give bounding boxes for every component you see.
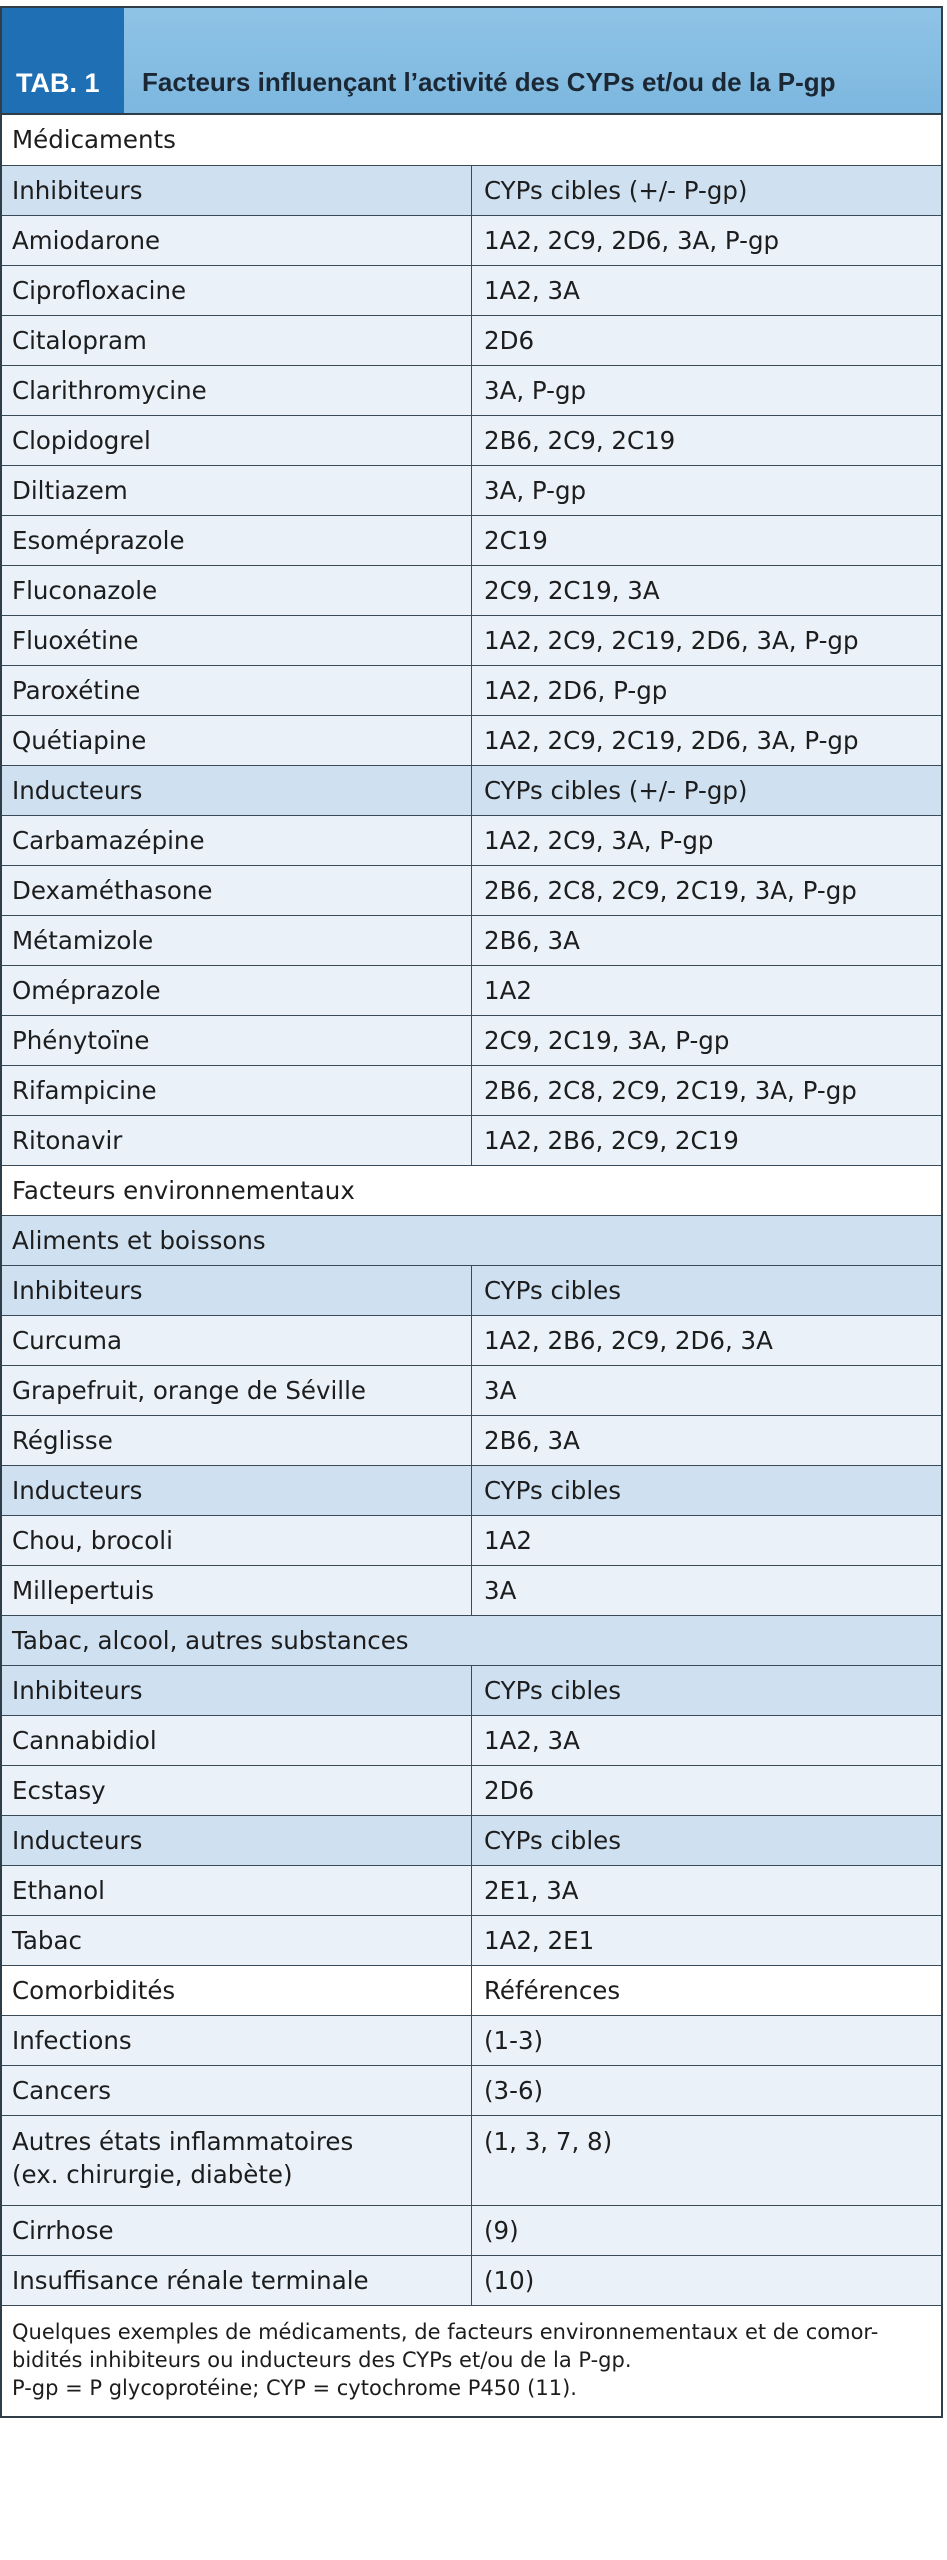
table-row bbox=[2, 2065, 941, 2115]
row-value: 2B6, 3A bbox=[471, 915, 941, 965]
row-label bbox=[2, 1865, 471, 1915]
row-value: (10) bbox=[471, 2255, 941, 2305]
row-label bbox=[2, 1915, 471, 1965]
row-label bbox=[2, 1265, 471, 1315]
table-row bbox=[2, 1765, 941, 1815]
row-value: CYPs cibles bbox=[471, 1815, 941, 1865]
row-value: (1-3) bbox=[471, 2015, 941, 2065]
row-label bbox=[2, 1115, 471, 1165]
row-value: 1A2, 2C9, 2C19, 2D6, 3A, P-gp bbox=[471, 715, 941, 765]
row-value: 1A2, 2C9, 2C19, 2D6, 3A, P-gp bbox=[471, 615, 941, 665]
row-label bbox=[2, 515, 471, 565]
table-title: Facteurs influençant l’activité des CYPs et/ou de la P-gp bbox=[142, 67, 836, 97]
subheader-row bbox=[2, 1815, 941, 1865]
row-value: (9) bbox=[471, 2205, 941, 2255]
row-label bbox=[2, 1165, 941, 1215]
row-label bbox=[2, 365, 471, 415]
row-label-text: Aliments et boissons bbox=[12, 1225, 266, 1255]
row-value: (1, 3, 7, 8) bbox=[471, 2115, 941, 2205]
row-label-text: Esoméprazole bbox=[12, 525, 185, 555]
row-value: CYPs cibles bbox=[471, 1265, 941, 1315]
row-label-text: Cancers bbox=[12, 2075, 112, 2105]
table-row bbox=[2, 815, 941, 865]
row-label-text: Ethanol bbox=[12, 1875, 105, 1905]
table-row bbox=[2, 415, 941, 465]
footnote-line: P-gp = P glycoprotéine; CYP = cytochrome P450 (11). bbox=[12, 2376, 577, 2400]
row-label bbox=[2, 665, 471, 715]
row-value: 2B6, 2C8, 2C9, 2C19, 3A, P-gp bbox=[471, 865, 941, 915]
row-value: 1A2, 2B6, 2C9, 2C19 bbox=[471, 1115, 941, 1165]
row-value: 1A2 bbox=[471, 965, 941, 1015]
row-label-text: Inducteurs bbox=[12, 775, 143, 805]
row-value: 1A2, 2C9, 2D6, 3A, P-gp bbox=[471, 215, 941, 265]
row-value: 2D6 bbox=[471, 1765, 941, 1815]
row-value: 2B6, 2C8, 2C9, 2C19, 3A, P-gp bbox=[471, 1065, 941, 1115]
section-row bbox=[2, 1165, 941, 1215]
row-label bbox=[2, 565, 471, 615]
row-value: 2B6, 2C9, 2C19 bbox=[471, 415, 941, 465]
row-value: 1A2, 2C9, 3A, P-gp bbox=[471, 815, 941, 865]
row-label-text: Diltiazem bbox=[12, 475, 128, 505]
row-label-text: Cirrhose bbox=[12, 2215, 114, 2245]
row-label-text: Dexaméthasone bbox=[12, 875, 213, 905]
row-label-text: Inhibiteurs bbox=[12, 175, 143, 205]
row-label bbox=[2, 115, 941, 165]
row-label bbox=[2, 1415, 471, 1465]
row-label bbox=[2, 1465, 471, 1515]
table-row bbox=[2, 665, 941, 715]
row-value: 2C19 bbox=[471, 515, 941, 565]
row-value: 1A2, 2B6, 2C9, 2D6, 3A bbox=[471, 1315, 941, 1365]
row-label-text: Tabac, alcool, autres substances bbox=[12, 1625, 409, 1655]
row-label bbox=[2, 2115, 471, 2205]
row-value: CYPs cibles (+/- P-gp) bbox=[471, 165, 941, 215]
row-label-text: Citalopram bbox=[12, 325, 147, 355]
table-row bbox=[2, 1065, 941, 1115]
table-row bbox=[2, 565, 941, 615]
row-label-text: Insuffisance rénale terminale bbox=[12, 2265, 369, 2295]
row-label bbox=[2, 415, 471, 465]
row-label bbox=[2, 915, 471, 965]
row-label bbox=[2, 165, 471, 215]
row-label-text: Inducteurs bbox=[12, 1825, 143, 1855]
row-label bbox=[2, 1565, 471, 1615]
table-row bbox=[2, 365, 941, 415]
table-row bbox=[2, 1865, 941, 1915]
row-label bbox=[2, 865, 471, 915]
table-row bbox=[2, 465, 941, 515]
row-label bbox=[2, 1615, 941, 1665]
row-label-text: Paroxétine bbox=[12, 675, 141, 705]
table-row bbox=[2, 1915, 941, 1965]
row-value: Références bbox=[471, 1965, 941, 2015]
row-label bbox=[2, 615, 471, 665]
footnote-line: Quelques exemples de médicaments, de facteurs environnementaux et de comor- bbox=[12, 2320, 879, 2344]
row-value: 1A2 bbox=[471, 1515, 941, 1565]
row-label-text: Ciprofloxacine bbox=[12, 275, 187, 305]
subheader-row bbox=[2, 1465, 941, 1515]
row-label bbox=[2, 715, 471, 765]
row-label-text: Infections bbox=[12, 2025, 132, 2055]
row-label-text: Quétiapine bbox=[12, 725, 147, 755]
row-label-text: Ritonavir bbox=[12, 1125, 123, 1155]
row-value: 3A bbox=[471, 1365, 941, 1415]
footnote-line: bidités inhibiteurs ou inducteurs des CYPs et/ou de la P-gp. bbox=[12, 2348, 632, 2372]
row-label bbox=[2, 265, 471, 315]
row-value: CYPs cibles bbox=[471, 1665, 941, 1715]
table-row bbox=[2, 1315, 941, 1365]
subheader-row bbox=[2, 1615, 941, 1665]
row-value: 1A2, 3A bbox=[471, 265, 941, 315]
row-value: (3-6) bbox=[471, 2065, 941, 2115]
row-label-text: Inhibiteurs bbox=[12, 1275, 143, 1305]
row-label bbox=[2, 2065, 471, 2115]
row-label-text: Fluoxétine bbox=[12, 625, 139, 655]
row-label bbox=[2, 2255, 471, 2305]
row-label bbox=[2, 1765, 471, 1815]
row-label-text: Chou, brocoli bbox=[12, 1525, 173, 1555]
row-label-text: Ecstasy bbox=[12, 1775, 106, 1805]
table-row bbox=[2, 1115, 941, 1165]
row-value: CYPs cibles (+/- P-gp) bbox=[471, 765, 941, 815]
row-label-text: Médicaments bbox=[12, 125, 176, 155]
row-value: 2C9, 2C19, 3A bbox=[471, 565, 941, 615]
row-label-text: Carbamazépine bbox=[12, 825, 205, 855]
row-label bbox=[2, 315, 471, 365]
row-label-text: Millepertuis bbox=[12, 1575, 155, 1605]
table-number: TAB. 1 bbox=[2, 8, 124, 113]
table-row bbox=[2, 715, 941, 765]
table-row bbox=[2, 2255, 941, 2305]
subheader-row bbox=[2, 765, 941, 815]
subheader-row bbox=[2, 1665, 941, 1715]
subheader-row bbox=[2, 165, 941, 215]
row-label-text: Curcuma bbox=[12, 1325, 123, 1355]
row-label bbox=[2, 1065, 471, 1115]
row-label-text: Autres états inflammatoires bbox=[12, 2126, 354, 2156]
row-label bbox=[2, 765, 471, 815]
row-value: 1A2, 2E1 bbox=[471, 1915, 941, 1965]
row-value: 2B6, 3A bbox=[471, 1415, 941, 1465]
subheader-row bbox=[2, 1215, 941, 1265]
row-label bbox=[2, 1515, 471, 1565]
row-value: 3A bbox=[471, 1565, 941, 1615]
table-row bbox=[2, 2205, 941, 2255]
table-frame bbox=[0, 6, 943, 2418]
row-label bbox=[2, 1215, 941, 1265]
row-label-text: Tabac bbox=[12, 1925, 82, 1955]
table-row bbox=[2, 1015, 941, 1065]
row-label bbox=[2, 815, 471, 865]
row-value: 2E1, 3A bbox=[471, 1865, 941, 1915]
row-label bbox=[2, 1965, 471, 2015]
row-label-text: Inhibiteurs bbox=[12, 1675, 143, 1705]
row-label-text: Métamizole bbox=[12, 925, 154, 955]
row-label-text: Oméprazole bbox=[12, 975, 161, 1005]
row-label-text: Rifampicine bbox=[12, 1075, 157, 1105]
row-label-text: Clarithromycine bbox=[12, 375, 207, 405]
table-row bbox=[2, 615, 941, 665]
row-value: 3A, P-gp bbox=[471, 465, 941, 515]
row-value: 2D6 bbox=[471, 315, 941, 365]
table-row bbox=[2, 965, 941, 1015]
table-row bbox=[2, 1565, 941, 1615]
table-header bbox=[2, 8, 941, 115]
row-label-text: Amiodarone bbox=[12, 225, 161, 255]
row-label-text: Grapefruit, orange de Séville bbox=[12, 1375, 366, 1405]
subheader-row bbox=[2, 1265, 941, 1315]
table-body bbox=[2, 115, 941, 2305]
table-row bbox=[2, 865, 941, 915]
row-label-text: Clopidogrel bbox=[12, 425, 151, 455]
section-row bbox=[2, 115, 941, 165]
row-label bbox=[2, 215, 471, 265]
row-label-text-line2: (ex. chirurgie, diabète) bbox=[12, 2159, 293, 2189]
row-label bbox=[2, 465, 471, 515]
table-row bbox=[2, 1715, 941, 1765]
row-label bbox=[2, 2205, 471, 2255]
section-row bbox=[2, 1965, 941, 2015]
row-value: 1A2, 2D6, P-gp bbox=[471, 665, 941, 715]
table-row bbox=[2, 2015, 941, 2065]
row-label bbox=[2, 1315, 471, 1365]
table-row bbox=[2, 1365, 941, 1415]
row-label-text: Facteurs environnementaux bbox=[12, 1175, 355, 1205]
row-label bbox=[2, 2015, 471, 2065]
table-row bbox=[2, 265, 941, 315]
row-label-text: Réglisse bbox=[12, 1425, 113, 1455]
row-value: 2C9, 2C19, 3A, P-gp bbox=[471, 1015, 941, 1065]
table-row bbox=[2, 315, 941, 365]
row-value: 1A2, 3A bbox=[471, 1715, 941, 1765]
row-label-text: Comorbidités bbox=[12, 1975, 176, 2005]
row-label bbox=[2, 1015, 471, 1065]
row-label bbox=[2, 1665, 471, 1715]
row-label-text: Fluconazole bbox=[12, 575, 158, 605]
table-row bbox=[2, 2115, 941, 2205]
table-row bbox=[2, 215, 941, 265]
table-footnote bbox=[2, 2305, 941, 2416]
table-row bbox=[2, 1515, 941, 1565]
cyp-table bbox=[2, 115, 941, 2305]
row-label bbox=[2, 965, 471, 1015]
table-row bbox=[2, 515, 941, 565]
row-label bbox=[2, 1365, 471, 1415]
row-value: CYPs cibles bbox=[471, 1465, 941, 1515]
row-label-text: Inducteurs bbox=[12, 1475, 143, 1505]
table-row bbox=[2, 1415, 941, 1465]
row-label-text: Cannabidiol bbox=[12, 1725, 157, 1755]
row-label bbox=[2, 1815, 471, 1865]
table-row bbox=[2, 915, 941, 965]
row-label-text: Phénytoïne bbox=[12, 1025, 150, 1055]
row-label bbox=[2, 1715, 471, 1765]
row-value: 3A, P-gp bbox=[471, 365, 941, 415]
